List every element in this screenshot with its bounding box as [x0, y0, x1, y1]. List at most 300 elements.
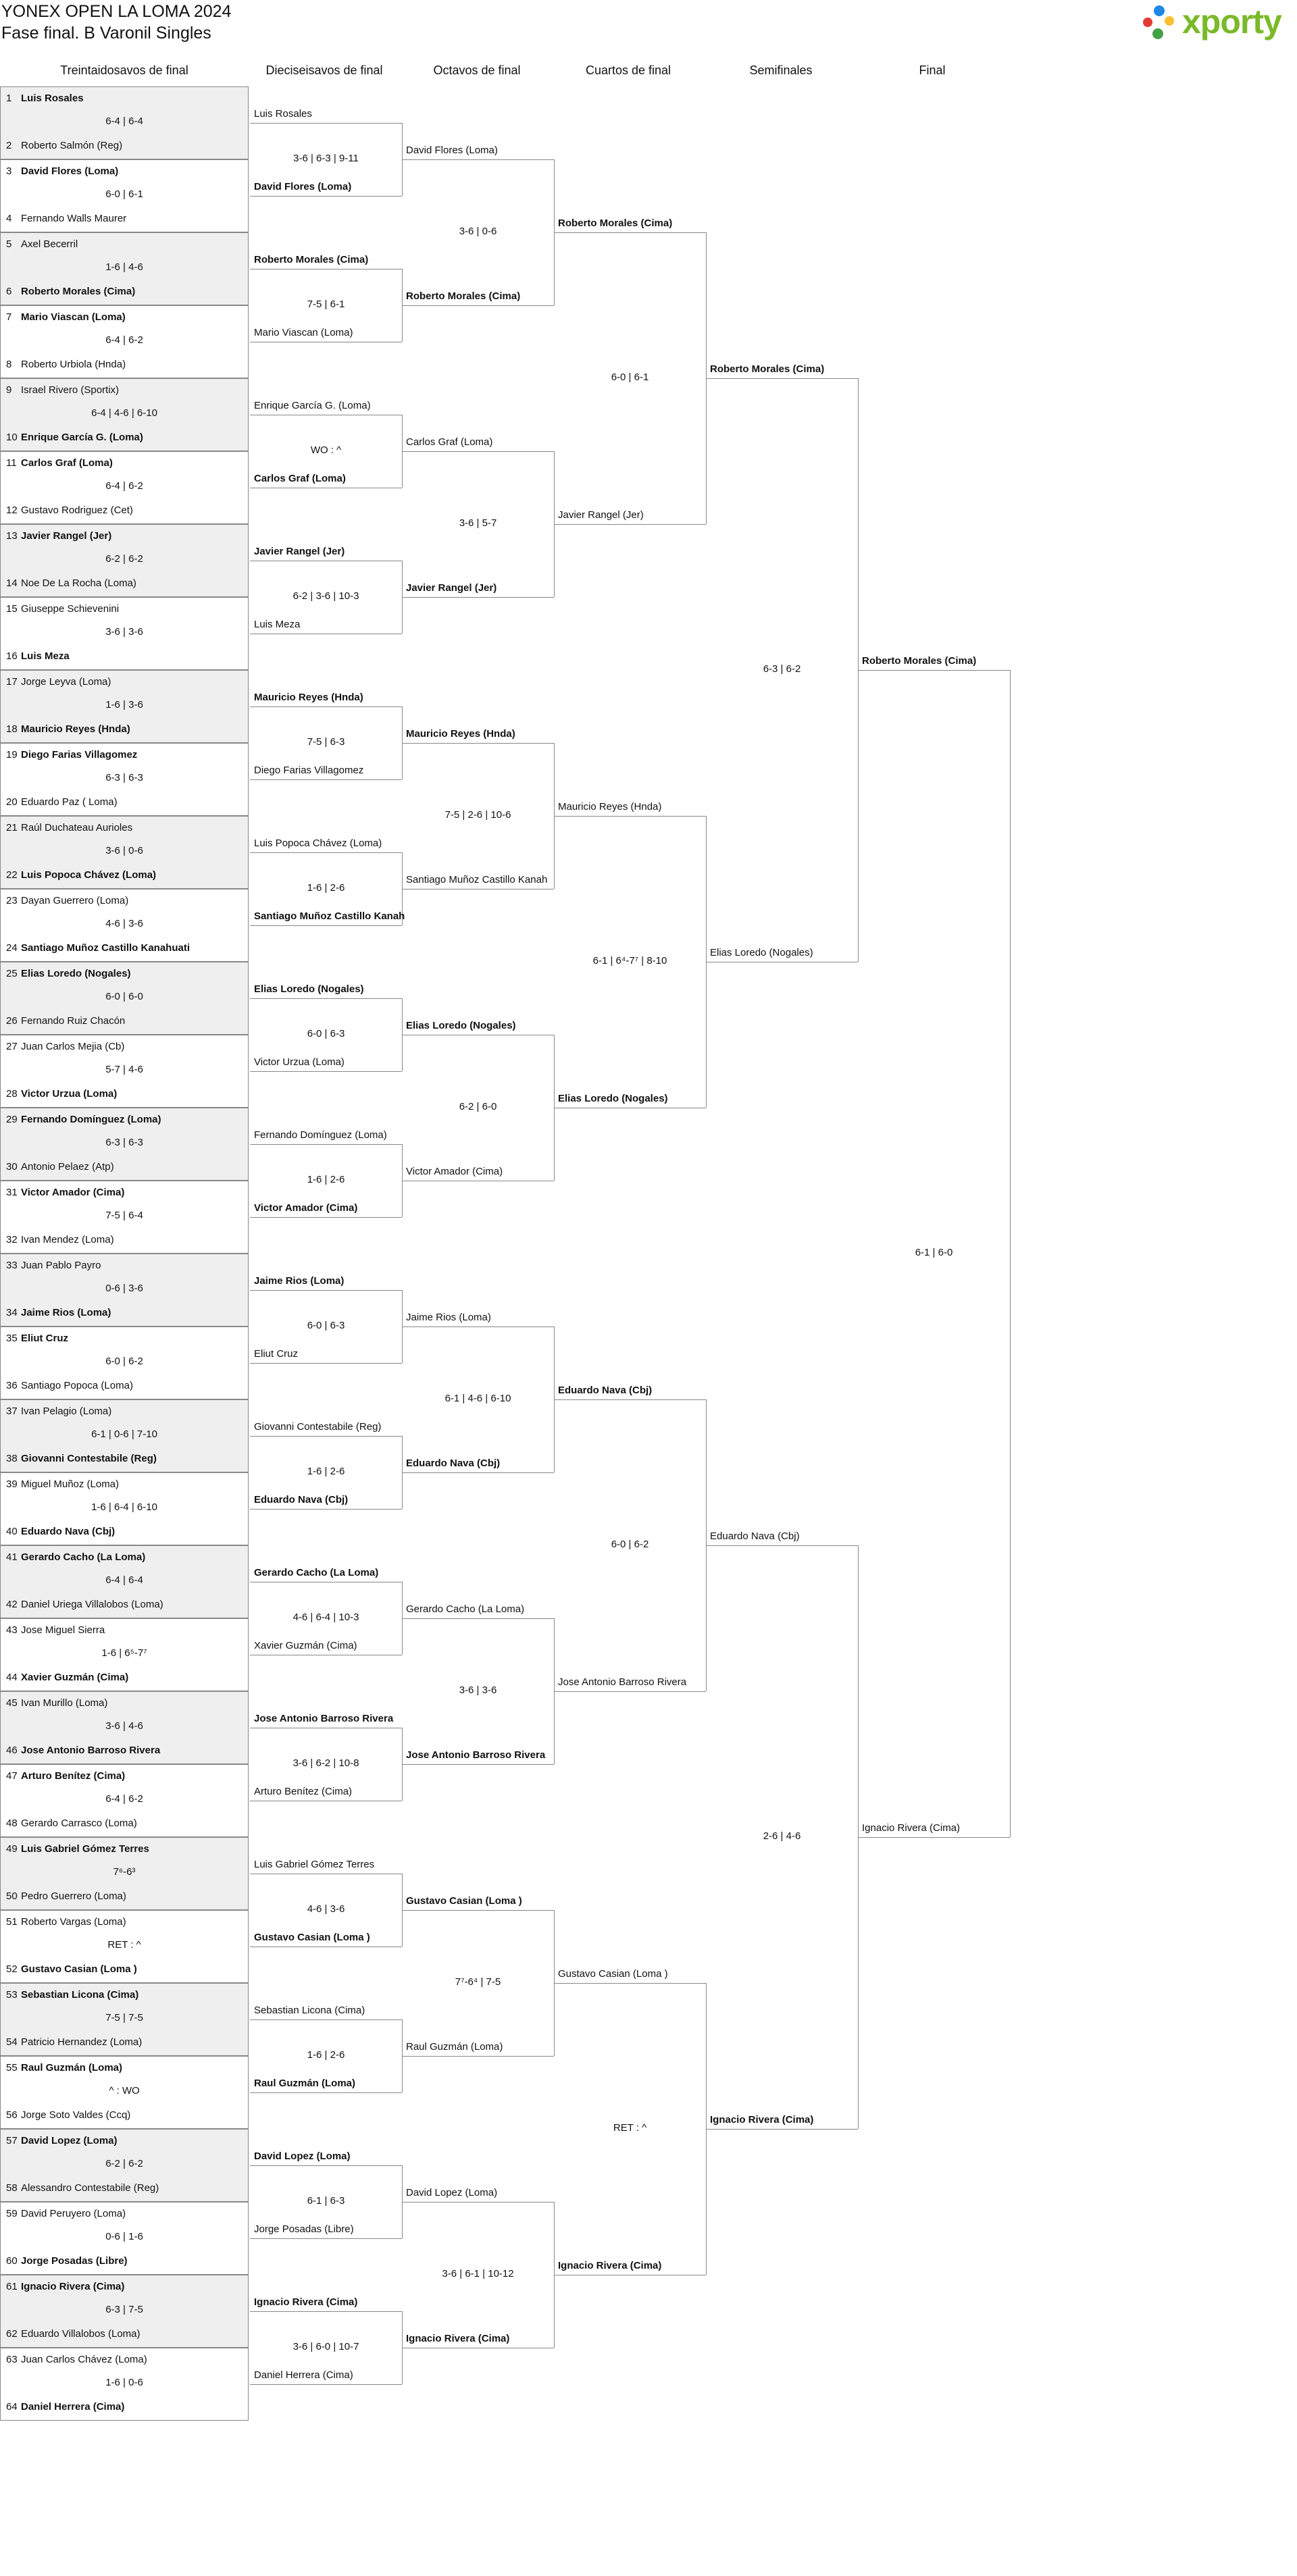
player-name: Jose Antonio Barroso Rivera [254, 1713, 394, 1724]
player-name: Gustavo Casian (Loma ) [254, 1932, 370, 1943]
match-r64 [0, 1108, 249, 1181]
player-entry [6, 1380, 133, 1391]
player-name: Roberto Morales (Cima) [254, 254, 369, 265]
match-score: 6-3 | 6-3 [105, 1137, 143, 1148]
bracket-line [250, 1217, 402, 1218]
seed-number: 45 [6, 1697, 18, 1709]
match-score: 7-5 | 6-4 [105, 1210, 143, 1221]
match-r64 [0, 1983, 249, 2056]
player-entry [6, 165, 118, 177]
player-entry [6, 1453, 157, 1464]
seed-number: 35 [6, 1333, 18, 1344]
seed-number: 39 [6, 1478, 18, 1490]
player-name: Elias Loredo (Nogales) [710, 947, 813, 958]
player-name: Jorge Posadas (Libre) [21, 2255, 128, 2267]
player-name: Jorge Leyva (Loma) [21, 676, 111, 688]
seed-number: 4 [6, 213, 12, 224]
player-name: Jaime Rios (Loma) [254, 1275, 345, 1287]
seed-number: 40 [6, 1526, 18, 1537]
player-entry [6, 359, 126, 370]
round-header-sf: Semifinales [749, 63, 813, 77]
player-name: Luis Rosales [21, 93, 84, 104]
match-score: 4-6 | 3-6 [307, 1903, 345, 1915]
seed-number: 28 [6, 1088, 18, 1100]
player-name: Victor Amador (Cima) [21, 1187, 125, 1198]
bracket-line [250, 1509, 402, 1510]
seed-number: 43 [6, 1624, 18, 1636]
player-name: Enrique García G. (Loma) [21, 432, 143, 443]
seed-number: 58 [6, 2182, 18, 2194]
match-r64 [0, 1035, 249, 1108]
match-score: 3-6 | 6-1 | 10-12 [442, 2268, 514, 2279]
bracket-line [250, 706, 402, 707]
match-score: 3-6 | 5-7 [459, 517, 497, 529]
seed-number: 47 [6, 1770, 18, 1782]
match-r64 [0, 305, 249, 378]
player-name: Victor Amador (Cima) [254, 1202, 358, 1214]
bracket-line [402, 597, 554, 598]
seed-number: 49 [6, 1843, 18, 1855]
player-entry [6, 140, 122, 151]
player-name: Roberto Morales (Cima) [406, 290, 521, 302]
player-name: Luis Gabriel Gómez Terres [254, 1859, 375, 1870]
player-name: Miguel Muñoz (Loma) [21, 1478, 120, 1490]
player-entry [6, 505, 133, 516]
match-score: 3-6 | 0-6 [459, 226, 497, 237]
match-r64 [0, 232, 249, 305]
player-name: David Peruyero (Loma) [21, 2208, 126, 2219]
match-r64 [0, 1181, 249, 1254]
match-r64 [0, 2056, 249, 2129]
match-r64 [0, 1326, 249, 1399]
player-name: Juan Pablo Payro [21, 1260, 101, 1271]
match-score: 7-5 | 6-1 [307, 299, 345, 310]
match-score: ^ : WO [109, 2085, 140, 2096]
player-name: Gustavo Casian (Loma ) [21, 1963, 137, 1975]
seed-number: 61 [6, 2281, 18, 2292]
bracket-line [706, 378, 858, 379]
match-score: 6-0 | 6-1 [611, 371, 649, 383]
bracket-line [250, 2238, 402, 2239]
bracket-line [250, 852, 402, 853]
match-score: 6-4 | 6-2 [105, 334, 143, 346]
player-name: Axel Becerril [21, 238, 78, 250]
player-entry [6, 1260, 101, 1271]
player-name: Gustavo Casian (Loma ) [406, 1895, 522, 1907]
match-score: 6-0 | 6-3 [307, 1320, 345, 1331]
match-r64 [0, 2129, 249, 2202]
player-entry [6, 1114, 161, 1125]
seed-number: 31 [6, 1187, 18, 1198]
match-score: 6-3 | 7-5 [105, 2304, 143, 2315]
bracket-line [402, 743, 554, 744]
seed-number: 33 [6, 1260, 18, 1271]
bracket-line [402, 1910, 554, 1911]
player-name: Fernando Walls Maurer [21, 213, 127, 224]
seed-number: 5 [6, 238, 12, 250]
player-name: Jorge Posadas (Libre) [254, 2223, 354, 2235]
player-name: David Flores (Loma) [21, 165, 119, 177]
bracket-line [250, 1290, 402, 1291]
player-entry [6, 1890, 126, 1902]
seed-number: 44 [6, 1672, 18, 1683]
match-score: RET : ^ [107, 1939, 141, 1951]
seed-number: 64 [6, 2401, 18, 2413]
bracket-line [250, 2384, 402, 2385]
player-entry [6, 1843, 149, 1855]
player-name: Victor Amador (Cima) [406, 1166, 503, 1177]
player-name: Roberto Morales (Cima) [21, 286, 136, 297]
match-r64 [0, 2348, 249, 2421]
match-r64 [0, 86, 249, 159]
player-name: Santiago Muñoz Castillo Kanah [254, 910, 405, 922]
player-name: Carlos Graf (Loma) [254, 473, 346, 484]
seed-number: 37 [6, 1406, 18, 1417]
player-entry [6, 530, 111, 542]
player-name: Giovanni Contestabile (Reg) [254, 1421, 382, 1433]
player-name: Xavier Guzmán (Cima) [254, 1640, 357, 1651]
player-name: Eduardo Nava (Cbj) [406, 1458, 501, 1469]
player-name: Mario Viascan (Loma) [254, 327, 353, 338]
match-score: 6-4 | 6-2 [105, 1793, 143, 1805]
player-entry [6, 1406, 111, 1417]
player-name: David Flores (Loma) [254, 181, 352, 192]
match-score: 6-4 | 6-4 [105, 115, 143, 127]
player-entry [6, 822, 132, 833]
seed-number: 8 [6, 359, 12, 370]
player-name: Fernando Ruiz Chacón [21, 1015, 126, 1027]
player-name: Luis Rosales [254, 108, 312, 120]
player-entry [6, 1697, 107, 1709]
match-score: 1-6 | 0-6 [105, 2377, 143, 2388]
match-score: 6-4 | 4-6 | 6-10 [91, 407, 157, 419]
player-name: Juan Carlos Chávez (Loma) [21, 2354, 147, 2365]
player-name: Daniel Herrera (Cima) [21, 2401, 125, 2413]
bracket-line [250, 2092, 402, 2093]
seed-number: 6 [6, 286, 12, 297]
bracket-line [402, 889, 554, 890]
player-name: Eduardo Nava (Cbj) [710, 1530, 800, 1542]
player-name: Luis Meza [21, 650, 70, 662]
player-name: Ignacio Rivera (Cima) [558, 2260, 662, 2271]
seed-number: 15 [6, 603, 18, 615]
player-entry [6, 1307, 111, 1318]
seed-number: 36 [6, 1380, 18, 1391]
player-name: Jose Miguel Sierra [21, 1624, 105, 1636]
seed-number: 18 [6, 723, 18, 735]
match-r64 [0, 889, 249, 962]
player-name: Mauricio Reyes (Hnda) [254, 692, 363, 703]
match-r64 [0, 1691, 249, 1764]
bracket-line [250, 998, 402, 999]
match-r64 [0, 1764, 249, 1837]
logo-dot-green [1152, 28, 1163, 39]
bracket-line [402, 1764, 554, 1765]
seed-number: 21 [6, 822, 18, 833]
bracket-line [250, 1363, 402, 1364]
player-entry [6, 2208, 126, 2219]
seed-number: 13 [6, 530, 18, 542]
player-entry [6, 650, 70, 662]
bracket-line [402, 305, 554, 306]
player-name: Daniel Uriega Villalobos (Loma) [21, 1599, 163, 1610]
match-r64 [0, 1837, 249, 1910]
match-score: 4-6 | 6-4 | 10-3 [293, 1612, 359, 1623]
round-header-r16: Octavos de final [433, 63, 521, 77]
seed-number: 17 [6, 676, 18, 688]
bracket-line [402, 1326, 554, 1327]
player-entry [6, 2354, 147, 2365]
player-name: Raúl Duchateau Aurioles [21, 822, 133, 833]
player-entry [6, 2255, 128, 2267]
bracket-line [402, 1472, 554, 1473]
player-entry [6, 1234, 114, 1245]
bracket-line [250, 925, 402, 926]
player-name: Gerardo Cacho (La Loma) [21, 1551, 146, 1563]
player-name: Mario Viascan (Loma) [21, 311, 126, 323]
player-name: Roberto Vargas (Loma) [21, 1916, 126, 1928]
player-name: Luis Meza [254, 619, 301, 630]
match-score: 6-1 | 6⁴-7⁷ | 8-10 [592, 955, 667, 967]
player-name: Eduardo Nava (Cbj) [558, 1385, 653, 1396]
seed-number: 20 [6, 796, 18, 808]
bracket-line [250, 196, 402, 197]
seed-number: 1 [6, 93, 12, 104]
round-header-r32: Dieciseisavos de final [265, 63, 383, 77]
player-entry [6, 1745, 160, 1756]
seed-number: 16 [6, 650, 18, 662]
match-r64 [0, 378, 249, 451]
player-entry [6, 942, 190, 954]
match-score: 6-1 | 4-6 | 6-10 [444, 1393, 511, 1404]
match-score: 6-3 | 6-3 [105, 772, 143, 783]
player-entry [6, 2328, 141, 2340]
player-name: Gustavo Casian (Loma ) [558, 1968, 668, 1980]
seed-number: 56 [6, 2109, 18, 2121]
seed-number: 55 [6, 2062, 18, 2073]
match-score: 6-1 | 6-3 [307, 2195, 345, 2207]
player-entry [6, 603, 119, 615]
player-name: David Lopez (Loma) [21, 2135, 118, 2146]
seed-number: 50 [6, 1890, 18, 1902]
player-name: Mauricio Reyes (Hnda) [406, 728, 515, 740]
match-score: 3-6 | 0-6 [105, 845, 143, 856]
player-name: Gerardo Cacho (La Loma) [406, 1603, 525, 1615]
bracket-line [250, 2019, 402, 2020]
match-r64 [0, 2275, 249, 2348]
player-entry [6, 432, 143, 443]
player-entry [6, 93, 84, 104]
match-score: 6-0 | 6-1 [105, 188, 143, 200]
seed-number: 32 [6, 1234, 18, 1245]
seed-number: 12 [6, 505, 18, 516]
bracket-line [250, 779, 402, 780]
seed-number: 14 [6, 577, 18, 589]
match-r64 [0, 1618, 249, 1691]
match-score: 4-6 | 3-6 [105, 918, 143, 929]
match-score: 1-6 | 2-6 [307, 882, 345, 894]
player-entry [6, 1551, 145, 1563]
match-score: 3-6 | 3-6 [459, 1684, 497, 1696]
player-name: Israel Rivero (Sportix) [21, 384, 120, 396]
seed-number: 38 [6, 1453, 18, 1464]
player-name: Santiago Muñoz Castillo Kanahuati [21, 942, 190, 954]
seed-number: 25 [6, 968, 18, 979]
seed-number: 63 [6, 2354, 18, 2365]
player-entry [6, 723, 130, 735]
match-score: 7⁷-6⁴ | 7-5 [455, 1976, 501, 1988]
seed-number: 22 [6, 869, 18, 881]
match-score: 6-0 | 6-3 [307, 1028, 345, 1039]
bracket-line [250, 1144, 402, 1145]
xporty-logo [1142, 0, 1297, 47]
seed-number: 46 [6, 1745, 18, 1756]
round-header-final: Final [919, 63, 946, 77]
logo-dot-yellow [1165, 16, 1174, 26]
player-entry [6, 1526, 115, 1537]
bracket-line [250, 123, 402, 124]
seed-number: 11 [6, 457, 17, 469]
round-header-qf: Cuartos de final [585, 63, 671, 77]
seed-number: 51 [6, 1916, 18, 1928]
seed-number: 3 [6, 165, 12, 177]
player-entry [6, 1599, 163, 1610]
player-name: Ignacio Rivera (Cima) [710, 2114, 814, 2126]
player-name: Enrique García G. (Loma) [254, 400, 371, 411]
match-score: 3-6 | 4-6 [105, 1720, 143, 1732]
player-name: Xavier Guzmán (Cima) [21, 1672, 129, 1683]
bracket-line [402, 2056, 554, 2057]
match-score: WO : ^ [310, 444, 342, 456]
player-name: Ivan Mendez (Loma) [21, 1234, 114, 1245]
player-name: Ivan Murillo (Loma) [21, 1697, 108, 1709]
player-entry [6, 1624, 105, 1636]
bracket-line [250, 2165, 402, 2166]
player-name: Jorge Soto Valdes (Ccq) [21, 2109, 131, 2121]
player-name: Eduardo Nava (Cbj) [254, 1494, 349, 1505]
player-entry [6, 676, 111, 688]
player-entry [6, 1478, 119, 1490]
bracket-line [402, 1618, 554, 1619]
match-r64 [0, 1472, 249, 1545]
logo-dot-blue [1154, 5, 1165, 16]
player-name: David Flores (Loma) [406, 145, 498, 156]
player-entry [6, 2281, 124, 2292]
player-name: Jaime Rios (Loma) [406, 1312, 491, 1323]
player-entry [6, 2135, 118, 2146]
match-score: 6-2 | 6-2 [105, 553, 143, 565]
player-entry [6, 384, 119, 396]
bracket-line [250, 2311, 402, 2312]
player-name: Javier Rangel (Jer) [406, 582, 497, 594]
player-entry [6, 286, 135, 297]
player-name: Elias Loredo (Nogales) [558, 1093, 668, 1104]
bracket-line [402, 2202, 554, 2203]
player-name: Diego Farias Villagomez [254, 765, 364, 776]
player-name: Santiago Muñoz Castillo Kanah [406, 874, 548, 885]
seed-number: 7 [6, 311, 12, 323]
seed-number: 23 [6, 895, 18, 906]
bracket-line [554, 524, 706, 525]
player-name: Dayan Guerrero (Loma) [21, 895, 129, 906]
seed-number: 19 [6, 749, 18, 761]
bracket-line [554, 816, 706, 817]
player-name: Elias Loredo (Nogales) [21, 968, 131, 979]
bracket-line [858, 670, 1010, 671]
page-subtitle: Fase final. B Varonil Singles [1, 24, 211, 43]
seed-number: 9 [6, 384, 12, 396]
bracket-line [554, 232, 706, 233]
player-name: Alessandro Contestabile (Reg) [21, 2182, 159, 2194]
match-score: 7⁶-6³ [113, 1866, 136, 1878]
player-name: Jose Antonio Barroso Rivera [406, 1749, 546, 1761]
match-score: 6-1 | 0-6 | 7-10 [91, 1428, 157, 1440]
seed-number: 34 [6, 1307, 18, 1318]
player-name: Gustavo Rodriguez (Cet) [21, 505, 133, 516]
match-score: 1-6 | 6⁵-7⁷ [101, 1647, 147, 1659]
match-r64 [0, 1545, 249, 1618]
bracket-connector [1010, 670, 1011, 1837]
player-name: Ignacio Rivera (Cima) [862, 1822, 961, 1834]
player-entry [6, 1333, 68, 1344]
bracket-line [554, 1691, 706, 1692]
player-name: Ignacio Rivera (Cima) [21, 2281, 125, 2292]
match-score: 1-6 | 2-6 [307, 1174, 345, 1185]
player-name: Luis Popoca Chávez (Loma) [254, 838, 382, 849]
player-entry [6, 1989, 138, 2001]
player-entry [6, 895, 128, 906]
player-name: David Lopez (Loma) [406, 2187, 498, 2198]
player-name: Carlos Graf (Loma) [406, 436, 493, 448]
player-name: Raul Guzmán (Loma) [21, 2062, 123, 2073]
player-entry [6, 796, 118, 808]
player-entry [6, 1088, 117, 1100]
seed-number: 57 [6, 2135, 18, 2146]
player-name: Jose Antonio Barroso Rivera [21, 1745, 161, 1756]
seed-number: 26 [6, 1015, 18, 1027]
player-name: Roberto Salmón (Reg) [21, 140, 123, 151]
player-name: Gerardo Carrasco (Loma) [21, 1818, 137, 1829]
player-name: Patricio Hernandez (Loma) [21, 2036, 143, 2048]
player-entry [6, 1672, 128, 1683]
match-score: 2-6 | 4-6 [763, 1830, 801, 1842]
player-name: Jose Antonio Barroso Rivera [558, 1676, 687, 1688]
player-name: Giuseppe Schievenini [21, 603, 120, 615]
player-name: Pedro Guerrero (Loma) [21, 1890, 126, 1902]
seed-number: 41 [6, 1551, 18, 1563]
match-r64 [0, 2202, 249, 2275]
bracket-line [554, 1983, 706, 1984]
player-entry [6, 457, 113, 469]
seed-number: 42 [6, 1599, 18, 1610]
match-score: 6-2 | 3-6 | 10-3 [293, 590, 359, 602]
match-score: 0-6 | 3-6 [105, 1283, 143, 1294]
match-r64 [0, 962, 249, 1035]
player-entry [6, 749, 137, 761]
player-name: Sebastian Licona (Cima) [21, 1989, 139, 2001]
player-entry [6, 2109, 130, 2121]
match-score: 1-6 | 4-6 [105, 261, 143, 273]
match-r64 [0, 1399, 249, 1472]
bracket-line [402, 159, 554, 160]
match-score: 6-2 | 6-2 [105, 2158, 143, 2169]
player-name: Raul Guzmán (Loma) [254, 2078, 356, 2089]
match-score: 0-6 | 1-6 [105, 2231, 143, 2242]
match-score: 6-1 | 6-0 [915, 1247, 953, 1258]
player-name: Roberto Morales (Cima) [710, 363, 825, 375]
player-entry [6, 2182, 159, 2194]
player-entry [6, 1187, 124, 1198]
